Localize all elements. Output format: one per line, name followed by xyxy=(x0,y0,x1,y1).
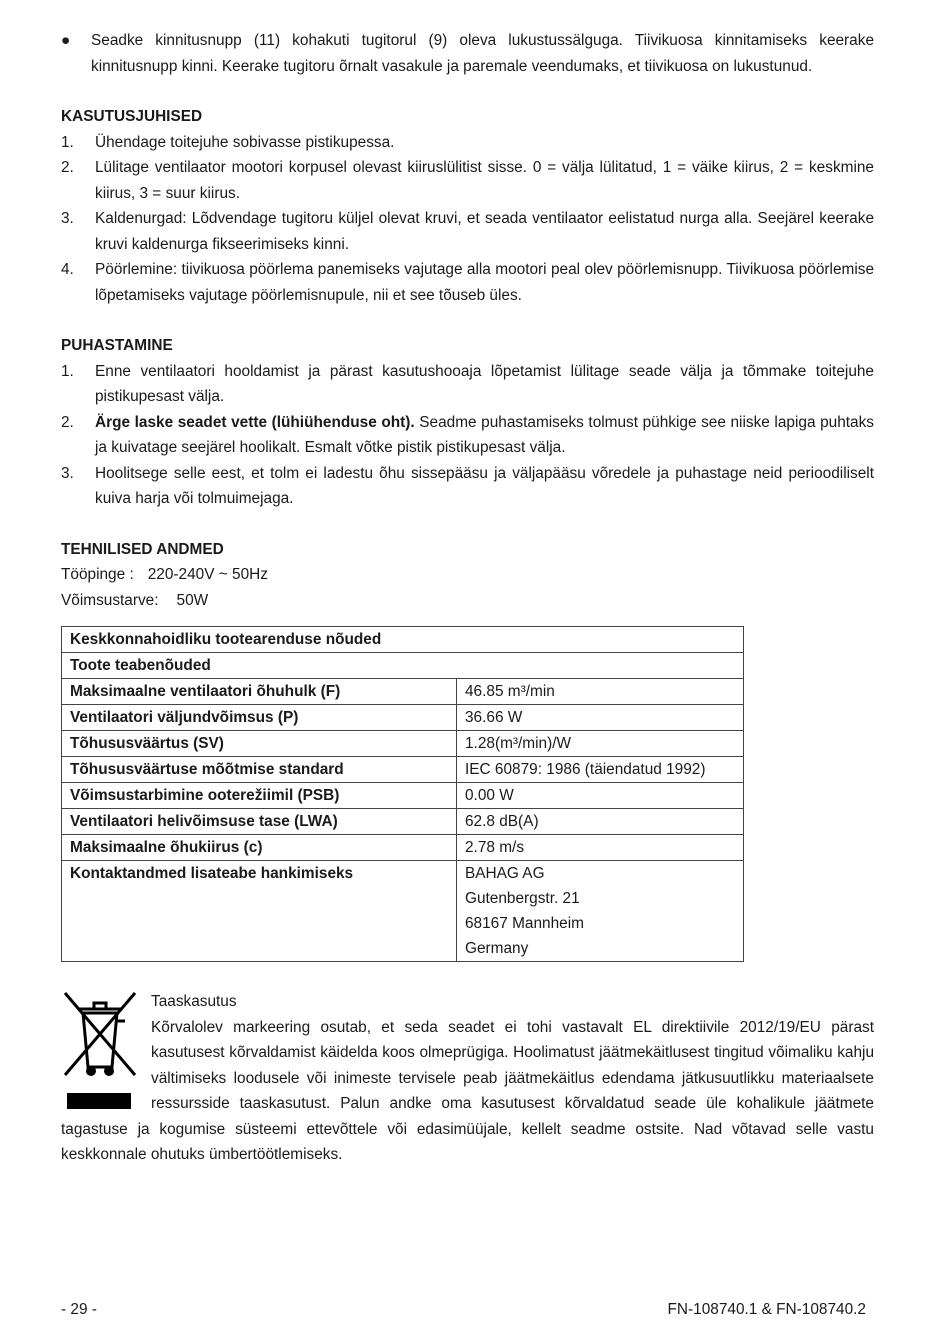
table-value: IEC 60879: 1986 (täiendatud 1992) xyxy=(457,757,744,783)
list-number: 2. xyxy=(61,413,74,431)
list-item xyxy=(61,410,874,461)
list-number: 1. xyxy=(61,362,74,380)
list-text: Hoolitsege selle eest, et tolm ei ladestu õhu sissepääsu ja väljapääsu võredele ja puhastage neid perioodiliselt kuiva harja või tolmuimejaga. xyxy=(95,464,874,507)
table-value: 1.28(m³/min)/W xyxy=(457,731,744,757)
list-text: Lülitage ventilaator mootori korpusel olevast kiiruslülitist sisse. 0 = välja lülitatud, 1 = väike kiirus, 2 = keskmine kiirus, 3 = suur kiirus. xyxy=(95,159,874,202)
tech-heading: TEHNILISED ANDMED xyxy=(61,540,224,558)
list-item xyxy=(61,155,874,206)
bullet-mark: ● xyxy=(61,32,71,49)
table-label: Ventilaatori helivõimsuse tase (LWA) xyxy=(62,809,457,835)
bin-underline-bar xyxy=(67,1093,131,1109)
table-label: Maksimaalne ventilaatori õhuhulk (F) xyxy=(62,679,457,705)
table-value: 0.00 W xyxy=(457,783,744,809)
table-label: Maksimaalne õhukiirus (c) xyxy=(62,835,457,861)
contact-line: Germany xyxy=(465,940,529,957)
power-value: 50W xyxy=(176,591,209,609)
list-number: 1. xyxy=(61,133,74,151)
list-item xyxy=(61,257,874,308)
wheelie-bin-icon xyxy=(61,989,139,1093)
table-value: 62.8 dB(A) xyxy=(457,809,744,835)
table-label: Võimsustarbimine ooterežiimil (PSB) xyxy=(62,783,457,809)
list-item xyxy=(61,130,874,156)
table-row xyxy=(62,627,744,653)
table-row xyxy=(62,705,744,731)
table-value: 46.85 m³/min xyxy=(457,679,744,705)
voltage-value: 220-240V ~ 50Hz xyxy=(147,566,268,583)
table-row xyxy=(62,731,744,757)
contact-line: 68167 Mannheim xyxy=(465,915,584,932)
table-row xyxy=(62,809,744,835)
table-row xyxy=(62,835,744,861)
list-item xyxy=(61,461,874,512)
document-page xyxy=(61,28,874,1168)
list-text: Ühendage toitejuhe sobivasse pistikupessa. xyxy=(95,133,395,151)
table-label: Ventilaatori väljundvõimsus (P) xyxy=(62,705,457,731)
list-number: 2. xyxy=(61,159,74,176)
table-subtitle: Toote teabenõuded xyxy=(62,653,744,679)
page-number: - 29 - xyxy=(61,1301,97,1318)
list-item xyxy=(61,359,874,410)
intro-bullet xyxy=(61,28,874,79)
power-row xyxy=(61,588,874,614)
contact-label: Kontaktandmed lisateabe hankimiseks xyxy=(62,861,457,962)
list-text: Pöörlemine: tiivikuosa pöörlema panemiseks vajutage alla mootori peal olev pöörlemisnupp. Tiivikuosa pöörlemise lõpetamiseks vajutage pöörlemisnupule, nii et see tõuseb üles. xyxy=(95,261,874,304)
recycling-text: Kõrvalolev markeering osutab, et seda seadet ei tohi vastavalt EL direktiivile 2012/19/EU pärast kasutusest kõrvaldamist käidelda koos olmeprügiga. Hoolimatust jäätmekäitlusest tingitud võimaliku kahju vältimiseks loodusele või inimeste tervisele peab jäätmekäitlus edendama jätkusuutlikku materiaalsete ressursside taaskasutust. Palun andke oma kasutusest kõrvaldatud seade üle kohalikule jäätmete tagastuse ja kogumise süsteemi ettevõttele või edasimüüjale, kellelt seadme ostsite. Nad võtavad selle vastu keskkonnale ohutuks ümbertöötlemiseks. xyxy=(61,1018,874,1163)
tech-section xyxy=(61,537,874,614)
table-label: Tõhususväärtuse mõõtmise standard xyxy=(62,757,457,783)
list-text: Seadme puhastamiseks tolmust pühkige see niiske lapiga puhtaks ja kuivatage seejärel hoolikalt. Esmalt võtke pistik pistikupesast välja. xyxy=(95,413,874,456)
ecodesign-table xyxy=(61,626,744,962)
list-item xyxy=(61,206,874,257)
table-value: 36.66 W xyxy=(457,705,744,731)
list-number: 4. xyxy=(61,261,74,278)
usage-heading: KASUTUSJUHISED xyxy=(61,108,203,125)
table-row xyxy=(62,861,744,962)
list-text: Enne ventilaatori hooldamist ja pärast kasutushooaja lõpetamist lülitage seade välja ja tõmmake toitejuhe pistikupesast välja. xyxy=(95,362,874,405)
table-title: Keskkonnahoidliku tootearenduse nõuded xyxy=(62,627,744,653)
power-label: Võimsustarve: xyxy=(61,591,159,609)
voltage-label: Tööpinge : xyxy=(61,566,134,583)
intro-bullet-text: Seadke kinnitusnupp (11) kohakuti tugitorul (9) oleva lukustussälguga. Tiivikuosa kinnitamiseks keerake kinnitusnupp kinni. Keerake tugitoru õrnalt vasakule ja paremale veendumaks, et tiivikuosa on lukustunud. xyxy=(91,32,874,75)
cleaning-section xyxy=(61,333,874,512)
contact-line: BAHAG AG xyxy=(465,865,545,882)
table-value: 2.78 m/s xyxy=(457,835,744,861)
list-number: 3. xyxy=(61,210,74,227)
table-row xyxy=(62,679,744,705)
crossed-out-wheelie-bin-icon xyxy=(61,989,139,1111)
table-row xyxy=(62,783,744,809)
list-number: 3. xyxy=(61,464,74,482)
cleaning-heading: PUHASTAMINE xyxy=(61,337,173,354)
voltage-row xyxy=(61,562,874,588)
recycling-heading: Taaskasutus xyxy=(151,993,237,1010)
model-number: FN-108740.1 & FN-108740.2 xyxy=(667,1301,866,1318)
table-row xyxy=(62,653,744,679)
recycling-section xyxy=(61,989,874,1168)
list-text: Kaldenurgad: Lõdvendage tugitoru küljel olevat kruvi, et seada ventilaator eelistatud nurga alla. Seejärel keerake kruvi kaldenurga fikseerimiseks kinni. xyxy=(95,210,874,253)
table-label: Tõhususväärtus (SV) xyxy=(62,731,457,757)
contact-line: Gutenbergstr. 21 xyxy=(465,890,580,907)
warning-text: Ärge laske seadet vette (lühiühenduse oht). xyxy=(95,413,415,431)
table-row xyxy=(62,757,744,783)
usage-section xyxy=(61,104,874,308)
contact-value xyxy=(457,861,744,962)
